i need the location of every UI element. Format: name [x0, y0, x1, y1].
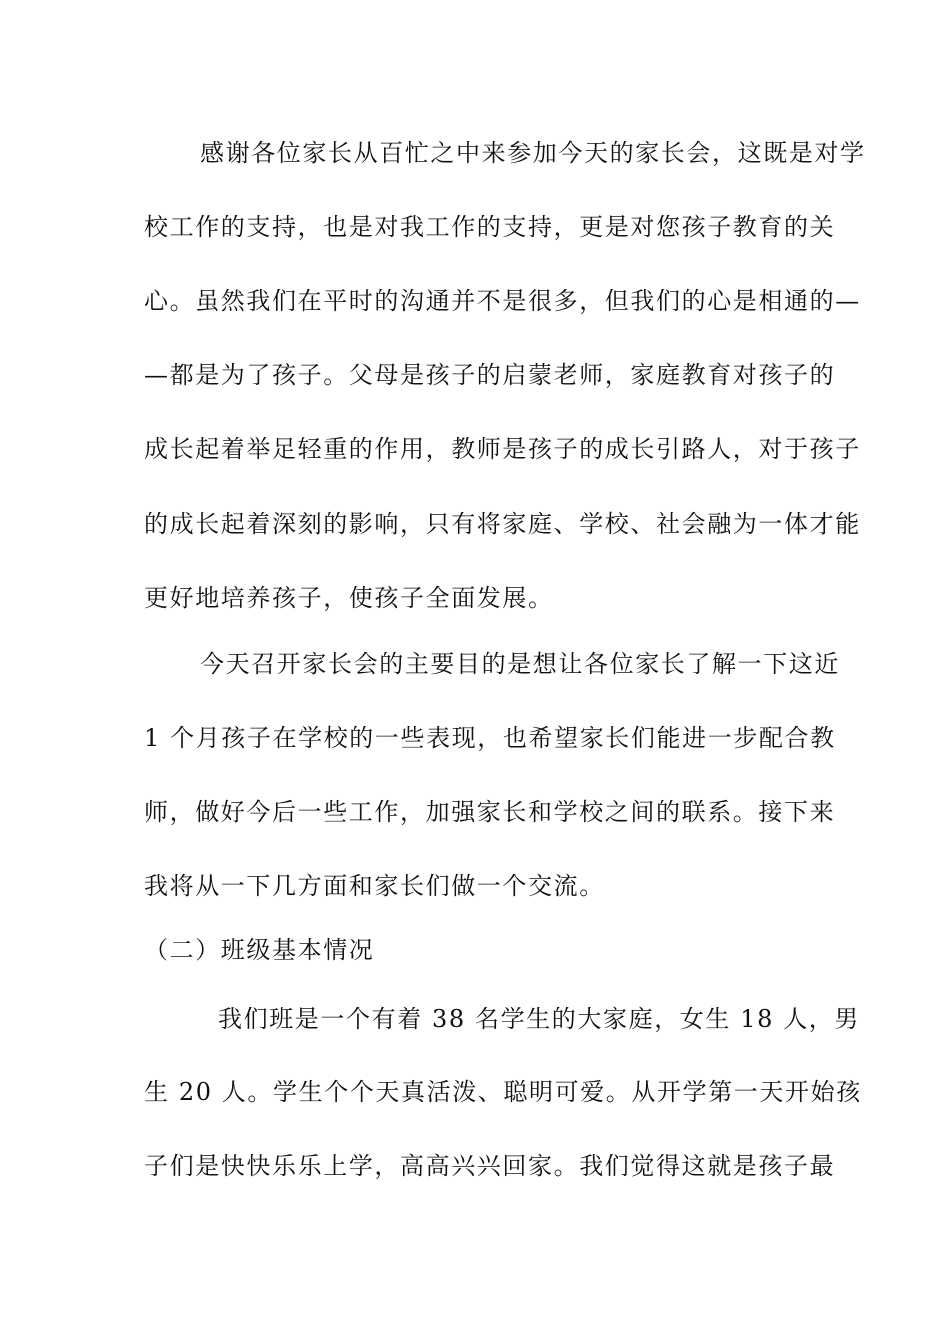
paragraph-1-line-1: 感谢各位家长从百忙之中来参加今天的家长会，这既是对学 [200, 139, 866, 167]
paragraph-1-line-2: 校工作的支持，也是对我工作的支持，更是对您孩子教育的关 [144, 213, 836, 241]
paragraph-1-line-4: —都是为了孩子。父母是孩子的启蒙老师，家庭教育对孩子的 [144, 361, 836, 389]
paragraph-3-line-3: 子们是快快乐乐上学，高高兴兴回家。我们觉得这就是孩子最 [144, 1152, 836, 1180]
paragraph-1-line-3: 心。虽然我们在平时的沟通并不是很多，但我们的心是相通的— [144, 287, 861, 315]
paragraph-2-line-1: 今天召开家长会的主要目的是想让各位家长了解一下这近 [200, 650, 840, 678]
paragraph-3-line-1: 我们班是一个有着 38 名学生的大家庭，女生 18 人，男 [218, 1005, 860, 1033]
paragraph-3-line-2: 生 20 人。学生个个天真活泼、聪明可爱。从开学第一天开始孩 [144, 1078, 862, 1106]
paragraph-1-line-6: 的成长起着深刻的影响，只有将家庭、学校、社会融为一体才能 [144, 510, 861, 538]
paragraph-1-line-5: 成长起着举足轻重的作用，教师是孩子的成长引路人，对于孩子 [144, 435, 861, 463]
paragraph-2-line-3: 师，做好今后一些工作，加强家长和学校之间的联系。接下来 [144, 798, 836, 826]
paragraph-2-line-2: 1 个月孩子在学校的一些表现，也希望家长们能进一步配合教 [144, 724, 836, 752]
paragraph-2-line-4: 我将从一下几方面和家长们做一个交流。 [144, 872, 605, 900]
section-heading: （二）班级基本情况 [144, 936, 375, 964]
paragraph-1-line-7: 更好地培养孩子，使孩子全面发展。 [144, 584, 554, 612]
